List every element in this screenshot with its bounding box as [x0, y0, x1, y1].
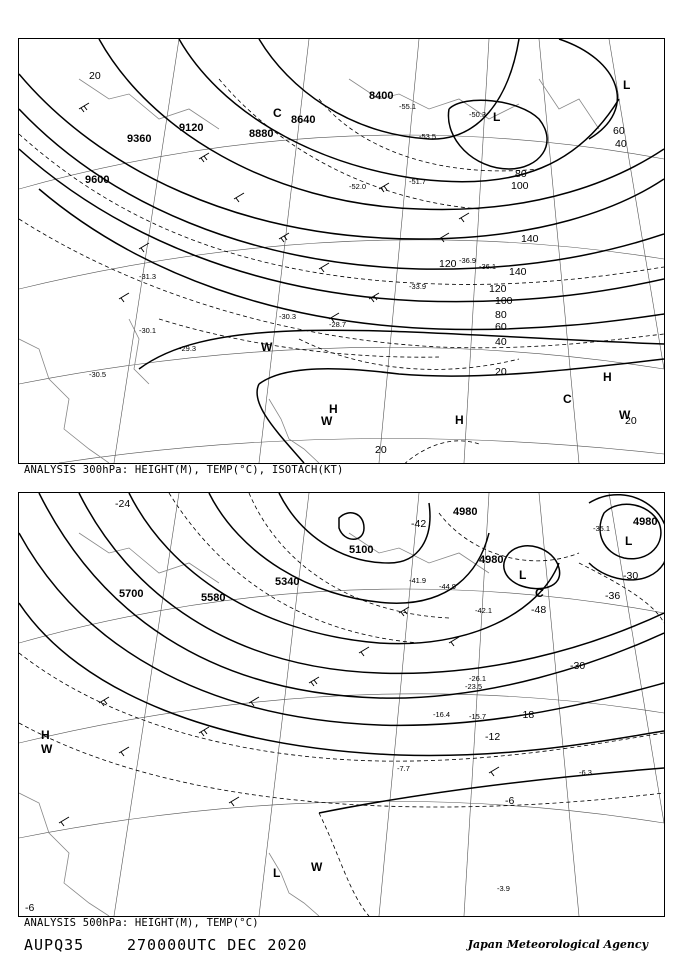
map-300hpa-svg — [19, 39, 664, 463]
height-label-300: 9600 — [85, 174, 110, 186]
temp-label-300: -52.0 — [349, 182, 367, 191]
isotherm-label-500: -18 — [519, 709, 535, 721]
height-label-300: 8880 — [249, 128, 274, 140]
low-marker: L — [519, 568, 527, 582]
height-label-500: 4980 — [479, 554, 504, 566]
temp-label-300: -55.1 — [399, 102, 417, 111]
isotach-label-300: 40 — [495, 336, 507, 348]
isotach-label-300: 120 — [489, 283, 507, 295]
obs-label-500: -23.5 — [465, 682, 483, 691]
height-label-300: 8400 — [369, 90, 394, 102]
high-marker: H — [329, 402, 338, 416]
temp-label-300: -30.3 — [279, 312, 297, 321]
warm-marker: W — [619, 408, 631, 422]
warm-marker: W — [41, 742, 53, 756]
temp-label-300: -51.7 — [409, 177, 427, 186]
height-label-500: 5340 — [275, 576, 300, 588]
isotach-label-300: 20 — [89, 70, 101, 82]
obs-label-500: -26.1 — [469, 674, 487, 683]
isotherm-label-500: -36 — [605, 590, 621, 602]
isotach-label-300: 20 — [375, 444, 387, 456]
obs-label-500: -42.1 — [475, 606, 493, 615]
chart-valid-time: 270000UTC DEC 2020 — [127, 936, 308, 954]
caption-500hpa: ANALYSIS 500hPa: HEIGHT(M), TEMP(°C) — [24, 917, 259, 929]
warm-marker: W — [311, 860, 323, 874]
height-labels-300 — [85, 90, 393, 186]
obs-label-500: -3.9 — [497, 884, 510, 893]
warm-marker: W — [321, 414, 333, 428]
chart-footer — [22, 936, 662, 956]
height-label-500: 5580 — [201, 592, 226, 604]
low-marker: L — [493, 110, 501, 124]
cold-marker: C — [273, 106, 282, 120]
warm-marker: W — [261, 340, 273, 354]
isotherm-label-500: -12 — [485, 731, 501, 743]
temp-label-300: -30.1 — [139, 326, 157, 335]
height-contours-500 — [19, 493, 664, 813]
isotherm-label-500: -30 — [623, 570, 639, 582]
obs-labels-500 — [397, 524, 610, 893]
isotach-label-300: 100 — [511, 180, 529, 192]
obs-label-500: -6.3 — [579, 768, 592, 777]
isotherm-label-500: -6 — [25, 902, 35, 914]
obs-label-500: -7.7 — [397, 764, 410, 773]
obs-label-500: -44.9 — [439, 582, 457, 591]
temp-label-300: -29.3 — [179, 344, 197, 353]
isotherms-500 — [19, 493, 664, 916]
high-marker: H — [455, 413, 464, 427]
height-label-300: 9360 — [127, 133, 152, 145]
isotherm-label-500: -42 — [411, 518, 427, 530]
temp-label-300: -28.7 — [329, 320, 347, 329]
height-label-300: 8640 — [291, 114, 316, 126]
high-marker: H — [41, 728, 50, 742]
isotach-label-300: 40 — [615, 138, 627, 150]
isotach-label-300: 120 — [439, 258, 457, 270]
obs-label-500: -41.9 — [409, 576, 427, 585]
isotach-label-300: 80 — [495, 309, 507, 321]
isotach-label-300: 60 — [613, 125, 625, 137]
map-panel-500hpa — [18, 492, 665, 917]
isotach-label-300: 20 — [625, 415, 637, 427]
temp-label-300: -30.5 — [89, 370, 107, 379]
isotach-label-300: 140 — [521, 233, 539, 245]
agency-name: Japan Meteorological Agency — [467, 938, 648, 951]
markers-500 — [41, 534, 632, 880]
isotach-labels-300 — [89, 70, 637, 456]
caption-300hpa: ANALYSIS 300hPa: HEIGHT(M), TEMP(°C), ISOTACH(KT) — [24, 464, 344, 476]
low-marker: L — [623, 78, 631, 92]
height-label-500: 5700 — [119, 588, 144, 600]
obs-label-500: -35.1 — [593, 524, 611, 533]
temp-label-300: -53.5 — [419, 132, 437, 141]
isotach-label-300: 80 — [515, 168, 527, 180]
isotherm-label-500: -30 — [570, 660, 586, 672]
high-marker: H — [603, 370, 612, 384]
height-label-500: 4980 — [633, 516, 658, 528]
isotach-label-300: 20 — [495, 366, 507, 378]
map-panel-300hpa — [18, 38, 665, 464]
obs-label-500: -15.7 — [469, 712, 487, 721]
map-500hpa-svg — [19, 493, 664, 916]
isotach-label-300: 100 — [495, 295, 513, 307]
chart-code: AUPQ35 — [24, 936, 85, 954]
isotherm-label-500: -24 — [115, 498, 131, 510]
obs-label-500: -16.4 — [433, 710, 451, 719]
isotherm-label-500: -6 — [505, 795, 515, 807]
cold-marker: C — [563, 392, 572, 406]
temp-label-300: -33.9 — [409, 282, 427, 291]
low-marker: L — [625, 534, 633, 548]
isotach-label-300: 140 — [509, 266, 527, 278]
height-label-500: 4980 — [453, 506, 478, 518]
temp-label-300: -50.3 — [469, 110, 487, 119]
cold-marker: C — [535, 586, 544, 600]
isotherm-label-500: -48 — [531, 604, 547, 616]
low-marker: L — [273, 866, 281, 880]
height-label-300: 9120 — [179, 122, 204, 134]
graticule-500 — [19, 493, 664, 916]
temp-label-300: -31.3 — [139, 272, 157, 281]
temp-label-300: -36.9 — [459, 256, 477, 265]
temp-label-300: -36.1 — [479, 262, 497, 271]
height-label-500: 5100 — [349, 544, 374, 556]
isotach-label-300: 60 — [495, 321, 507, 333]
